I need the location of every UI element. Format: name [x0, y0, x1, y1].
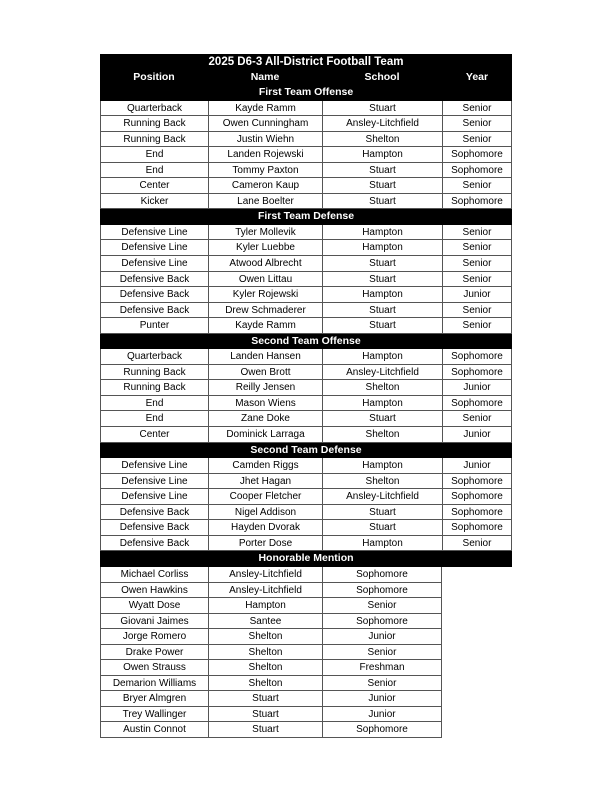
header-year: Year: [465, 71, 489, 83]
position-cell: Defensive Line: [100, 474, 208, 490]
school-cell: Hampton: [322, 287, 442, 303]
table-row: [100, 318, 512, 334]
school-cell: Hampton: [322, 240, 442, 256]
year-cell: Sophomore: [442, 163, 512, 179]
position-cell: Running Back: [100, 132, 208, 148]
year-cell: Senior: [322, 676, 442, 692]
year-cell: Sophomore: [322, 722, 442, 738]
position-cell: End: [100, 396, 208, 412]
name-cell: Giovani Jaimes: [100, 614, 208, 630]
table-row: [100, 101, 512, 117]
position-cell: Center: [100, 178, 208, 194]
header-school: School: [364, 71, 400, 83]
table-row: [100, 147, 512, 163]
school-cell: Hampton: [322, 536, 442, 552]
school-cell: Stuart: [322, 194, 442, 210]
year-cell: Sophomore: [442, 365, 512, 381]
year-cell: Sophomore: [442, 147, 512, 163]
name-cell: Kayde Ramm: [208, 101, 322, 117]
year-cell: Senior: [442, 178, 512, 194]
year-cell: Sophomore: [442, 489, 512, 505]
year-cell: Junior: [442, 427, 512, 443]
position-cell: Defensive Line: [100, 489, 208, 505]
year-cell: Freshman: [322, 660, 442, 676]
position-cell: Defensive Back: [100, 287, 208, 303]
table-row: [100, 520, 512, 536]
name-cell: Lane Boelter: [208, 194, 322, 210]
year-cell: Sophomore: [442, 474, 512, 490]
year-cell: Junior: [442, 458, 512, 474]
table-row: [100, 411, 512, 427]
name-cell: Owen Hawkins: [100, 583, 208, 599]
table-row: [100, 505, 512, 521]
year-cell: Senior: [442, 272, 512, 288]
school-cell: Hampton: [322, 225, 442, 241]
table-row: [100, 225, 512, 241]
school-cell: Shelton: [322, 474, 442, 490]
school-cell: Shelton: [208, 645, 322, 661]
school-cell: Stuart: [208, 691, 322, 707]
name-cell: Trey Wallinger: [100, 707, 208, 723]
position-cell: Kicker: [100, 194, 208, 210]
table-row: [100, 116, 512, 132]
year-cell: Sophomore: [442, 194, 512, 210]
school-cell: Stuart: [322, 505, 442, 521]
name-cell: Tommy Paxton: [208, 163, 322, 179]
table-row: [100, 287, 512, 303]
position-cell: Punter: [100, 318, 208, 334]
school-cell: Ansley-Litchfield: [322, 489, 442, 505]
year-cell: Senior: [322, 598, 442, 614]
name-cell: Demarion Williams: [100, 676, 208, 692]
year-cell: Junior: [322, 629, 442, 645]
school-cell: Stuart: [322, 101, 442, 117]
honorable-row: [100, 691, 512, 707]
name-cell: Kyler Luebbe: [208, 240, 322, 256]
year-cell: Sophomore: [322, 583, 442, 599]
year-cell: Sophomore: [442, 396, 512, 412]
section-heading: Second Team Defense: [100, 443, 512, 459]
table-row: [100, 536, 512, 552]
position-cell: Defensive Line: [100, 240, 208, 256]
school-cell: Ansley-Litchfield: [208, 583, 322, 599]
position-cell: Defensive Back: [100, 536, 208, 552]
honorable-row: [100, 567, 512, 583]
position-cell: End: [100, 411, 208, 427]
school-cell: Hampton: [322, 147, 442, 163]
school-cell: Shelton: [208, 629, 322, 645]
table-row: [100, 458, 512, 474]
table-row: [100, 380, 512, 396]
title-bar: [100, 54, 512, 85]
year-cell: Senior: [442, 101, 512, 117]
school-cell: Stuart: [322, 411, 442, 427]
school-cell: Shelton: [208, 676, 322, 692]
position-cell: Defensive Back: [100, 520, 208, 536]
name-cell: Hayden Dvorak: [208, 520, 322, 536]
year-cell: Sophomore: [322, 567, 442, 583]
school-cell: Stuart: [208, 722, 322, 738]
school-cell: Stuart: [322, 163, 442, 179]
school-cell: Ansley-Litchfield: [322, 116, 442, 132]
school-cell: Ansley-Litchfield: [208, 567, 322, 583]
all-district-table: [100, 54, 512, 738]
name-cell: Kyler Rojewski: [208, 287, 322, 303]
school-cell: Hampton: [208, 598, 322, 614]
name-cell: Dominick Larraga: [208, 427, 322, 443]
year-cell: Junior: [322, 691, 442, 707]
year-cell: Senior: [442, 240, 512, 256]
name-cell: Camden Riggs: [208, 458, 322, 474]
name-cell: Landen Rojewski: [208, 147, 322, 163]
honorable-row: [100, 722, 512, 738]
position-cell: Running Back: [100, 365, 208, 381]
school-cell: Shelton: [322, 380, 442, 396]
table-row: [100, 303, 512, 319]
name-cell: Austin Connot: [100, 722, 208, 738]
name-cell: Bryer Almgren: [100, 691, 208, 707]
honorable-row: [100, 676, 512, 692]
header-position: Position: [133, 71, 175, 83]
name-cell: Drake Power: [100, 645, 208, 661]
name-cell: Reilly Jensen: [208, 380, 322, 396]
school-cell: Ansley-Litchfield: [322, 365, 442, 381]
table-row: [100, 365, 512, 381]
name-cell: Jorge Romero: [100, 629, 208, 645]
table-row: [100, 396, 512, 412]
name-cell: Drew Schmaderer: [208, 303, 322, 319]
year-cell: Junior: [322, 707, 442, 723]
year-cell: Sophomore: [442, 349, 512, 365]
section-heading: First Team Defense: [100, 209, 512, 225]
position-cell: Quarterback: [100, 101, 208, 117]
honorable-row: [100, 660, 512, 676]
school-cell: Stuart: [322, 178, 442, 194]
table-row: [100, 240, 512, 256]
school-cell: Shelton: [208, 660, 322, 676]
name-cell: Tyler Mollevik: [208, 225, 322, 241]
name-cell: Wyatt Dose: [100, 598, 208, 614]
school-cell: Stuart: [322, 272, 442, 288]
year-cell: Senior: [442, 132, 512, 148]
honorable-row: [100, 645, 512, 661]
year-cell: Senior: [442, 116, 512, 132]
table-row: [100, 349, 512, 365]
school-cell: Hampton: [322, 349, 442, 365]
name-cell: Zane Doke: [208, 411, 322, 427]
name-cell: Porter Dose: [208, 536, 322, 552]
table-row: [100, 427, 512, 443]
position-cell: Quarterback: [100, 349, 208, 365]
name-cell: Mason Wiens: [208, 396, 322, 412]
section-heading: Second Team Offense: [100, 334, 512, 350]
name-cell: Atwood Albrecht: [208, 256, 322, 272]
name-cell: Owen Strauss: [100, 660, 208, 676]
position-cell: Running Back: [100, 116, 208, 132]
year-cell: Junior: [442, 380, 512, 396]
year-cell: Senior: [442, 318, 512, 334]
position-cell: End: [100, 163, 208, 179]
table-row: [100, 474, 512, 490]
table-row: [100, 178, 512, 194]
name-cell: Cameron Kaup: [208, 178, 322, 194]
year-cell: Sophomore: [442, 505, 512, 521]
position-cell: Defensive Back: [100, 505, 208, 521]
school-cell: Hampton: [322, 458, 442, 474]
school-cell: Santee: [208, 614, 322, 630]
position-cell: Running Back: [100, 380, 208, 396]
school-cell: Hampton: [322, 396, 442, 412]
name-cell: Owen Brott: [208, 365, 322, 381]
table-row: [100, 272, 512, 288]
school-cell: Shelton: [322, 132, 442, 148]
name-cell: Cooper Fletcher: [208, 489, 322, 505]
honorable-row: [100, 707, 512, 723]
section-heading: Honorable Mention: [100, 551, 512, 567]
honorable-row: [100, 629, 512, 645]
year-cell: Senior: [442, 411, 512, 427]
position-cell: Defensive Back: [100, 272, 208, 288]
year-cell: Senior: [442, 256, 512, 272]
year-cell: Senior: [442, 536, 512, 552]
school-cell: Shelton: [322, 427, 442, 443]
honorable-row: [100, 598, 512, 614]
name-cell: Kayde Ramm: [208, 318, 322, 334]
table-row: [100, 163, 512, 179]
position-cell: Defensive Line: [100, 256, 208, 272]
school-cell: Stuart: [208, 707, 322, 723]
position-cell: Defensive Line: [100, 458, 208, 474]
school-cell: Stuart: [322, 303, 442, 319]
year-cell: Senior: [322, 645, 442, 661]
header-name: Name: [250, 71, 280, 83]
table-row: [100, 489, 512, 505]
section-heading: First Team Offense: [100, 85, 512, 101]
name-cell: Jhet Hagan: [208, 474, 322, 490]
name-cell: Owen Littau: [208, 272, 322, 288]
name-cell: Michael Corliss: [100, 567, 208, 583]
table-row: [100, 194, 512, 210]
table-row: [100, 132, 512, 148]
position-cell: Defensive Back: [100, 303, 208, 319]
name-cell: Owen Cunningham: [208, 116, 322, 132]
page-title: 2025 D6-3 All-District Football Team: [208, 56, 404, 68]
position-cell: Defensive Line: [100, 225, 208, 241]
year-cell: Junior: [442, 287, 512, 303]
honorable-row: [100, 614, 512, 630]
table-body: [100, 85, 512, 738]
name-cell: Landen Hansen: [208, 349, 322, 365]
name-cell: Justin Wiehn: [208, 132, 322, 148]
position-cell: End: [100, 147, 208, 163]
year-cell: Sophomore: [442, 520, 512, 536]
name-cell: Nigel Addison: [208, 505, 322, 521]
school-cell: Stuart: [322, 318, 442, 334]
school-cell: Stuart: [322, 256, 442, 272]
year-cell: Sophomore: [322, 614, 442, 630]
year-cell: Senior: [442, 225, 512, 241]
table-row: [100, 256, 512, 272]
honorable-row: [100, 583, 512, 599]
position-cell: Center: [100, 427, 208, 443]
year-cell: Senior: [442, 303, 512, 319]
school-cell: Stuart: [322, 520, 442, 536]
